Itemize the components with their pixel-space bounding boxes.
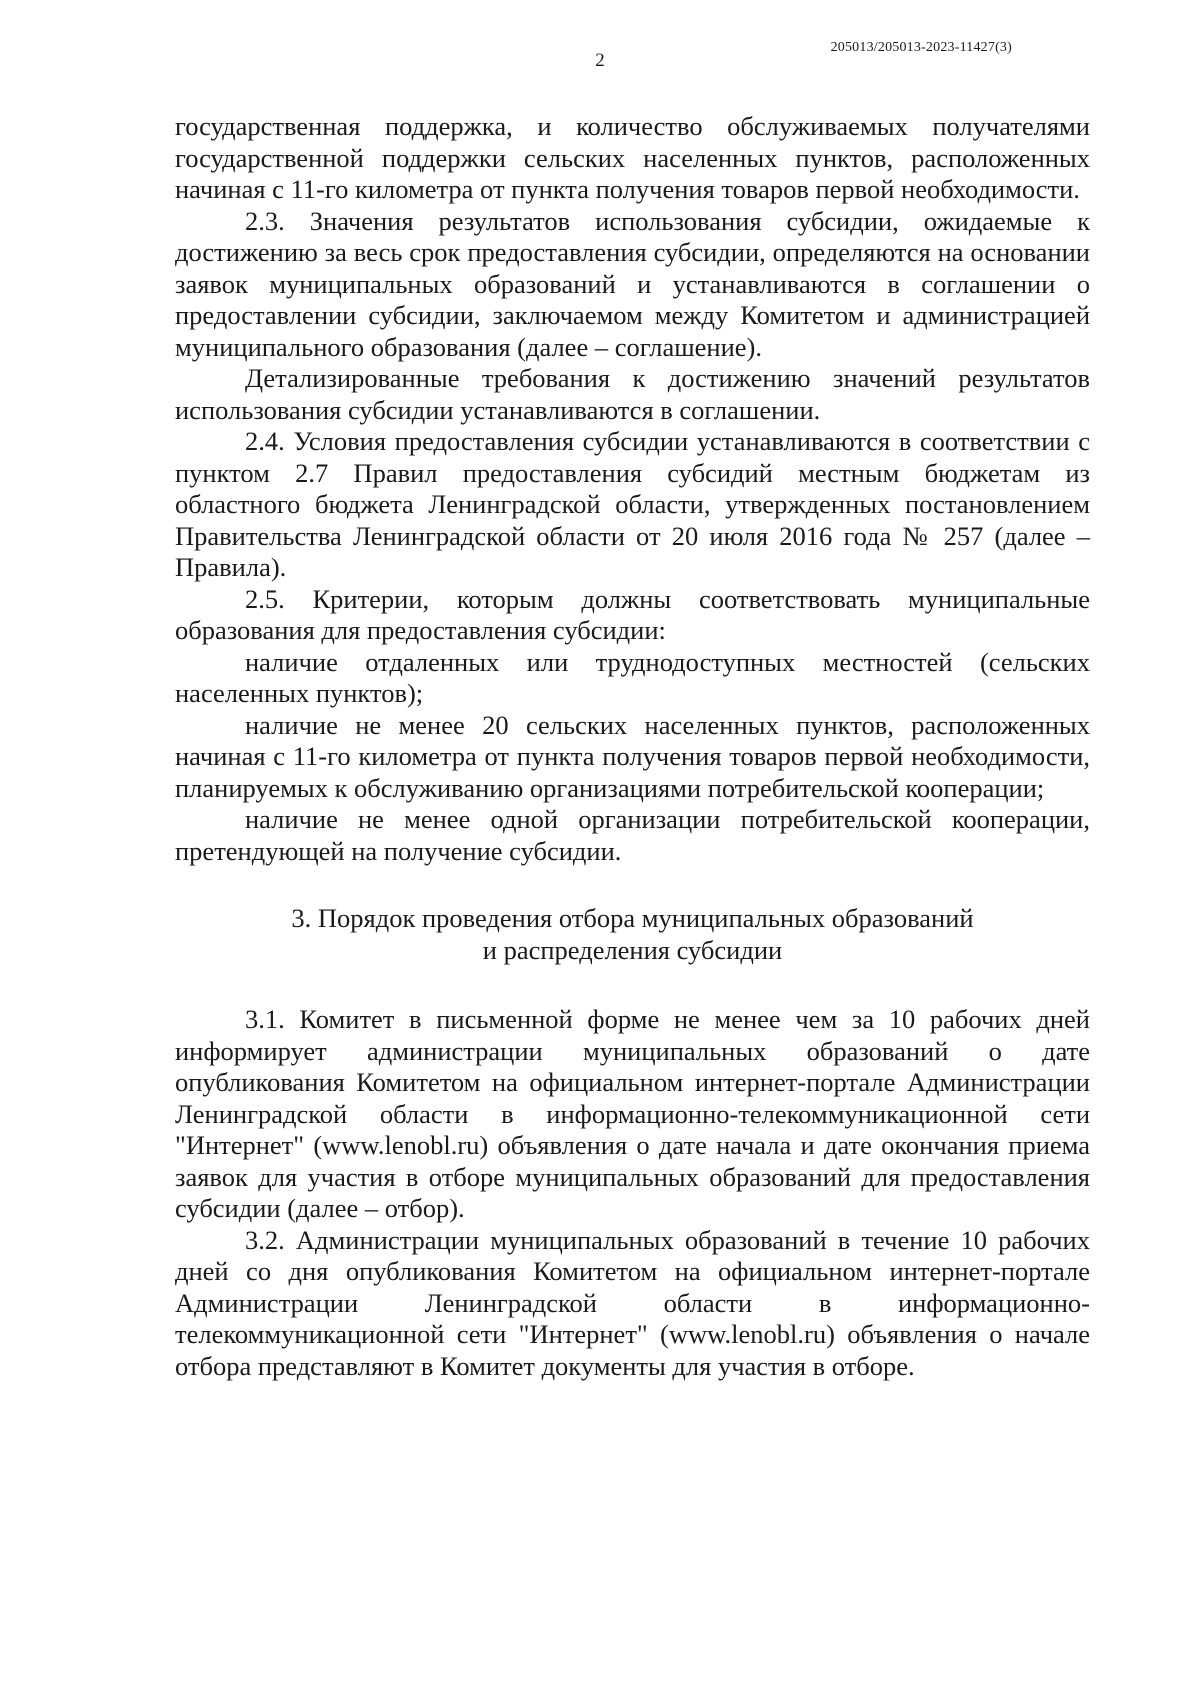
- paragraph-3-1: 3.1. Комитет в письменной форме не менее чем за 10 рабочих дней информирует администрации муниципальных образований о дате опубликования Комитетом на официальном интернет-портале Администрации Ленинградской области в информационно-телекоммуникационной сети "Интернет" (www.lenobl.ru) объявления о дате начала и дате окончания приема заявок для участия в отборе муниципальных образований для предоставления субсидии (далее – отбор).: [175, 1004, 1090, 1223]
- paragraph-crit-3: наличие не менее одной организации потребительской кооперации, претендующей на получение субсидии.: [175, 804, 1090, 866]
- paragraph-2-4: 2.4. Условия предоставления субсидии устанавливаются в соответствии с пунктом 2.7 Правил предоставления субсидий местным бюджетам из областного бюджета Ленинградской области, утвержденных постановлением Правительства Ленинградской области от 20 июля 2016 года № 257 (далее – Правила).: [175, 426, 1090, 582]
- section-3-heading: [175, 903, 1090, 966]
- paragraph-crit-1: наличие отдаленных или труднодоступных местностей (сельских населенных пунктов);: [175, 646, 1090, 708]
- document-body: [175, 111, 1090, 1382]
- paragraph-detail: Детализированные требования к достижению значений результатов использования субсидии устанавливаются в соглашении.: [175, 363, 1090, 425]
- paragraph-continuation: государственная поддержка, и количество обслуживаемых получателями государственной поддержки сельских населенных пунктов, расположенных начиная с 11-го километра от пункта получения товаров первой необходимости.: [175, 111, 1090, 204]
- page-number: 2: [595, 50, 605, 71]
- paragraph-2-5: 2.5. Критерии, которым должны соответствовать муниципальные образования для предоставления субсидии:: [175, 583, 1090, 645]
- document-registration-number: 205013/205013-2023-11427(3): [830, 40, 1012, 55]
- section-3-heading-line-2: и распределения субсидии: [482, 934, 783, 965]
- section-3-body: [175, 1004, 1090, 1382]
- paragraph-2-3: 2.3. Значения результатов использования субсидии, ожидаемые к достижению за весь срок предоставления субсидии, определяются на основании заявок муниципальных образований и устанавливаются в соглашении о предоставлении субсидии, заключаемом между Комитетом и администрацией муниципального образования (далее – соглашение).: [175, 205, 1090, 362]
- section-2-continuation: [175, 111, 1090, 867]
- paragraph-crit-2: наличие не менее 20 сельских населенных пунктов, расположенных начиная с 11-го километра от пункта получения товаров первой необходимости, планируемых к обслуживанию организациями потребительской кооперации;: [175, 709, 1090, 803]
- section-3-heading-line-1: 3. Порядок проведения отбора муниципальных образований: [291, 903, 974, 933]
- paragraph-3-2: 3.2. Администрации муниципальных образований в течение 10 рабочих дней со дня опубликования Комитетом на официальном интернет-портале Администрации Ленинградской области в информационно-телекоммуникационной сети "Интернет" (www.lenobl.ru) объявления о начале отбора представляют в Комитет документы для участия в отборе.: [175, 1224, 1090, 1381]
